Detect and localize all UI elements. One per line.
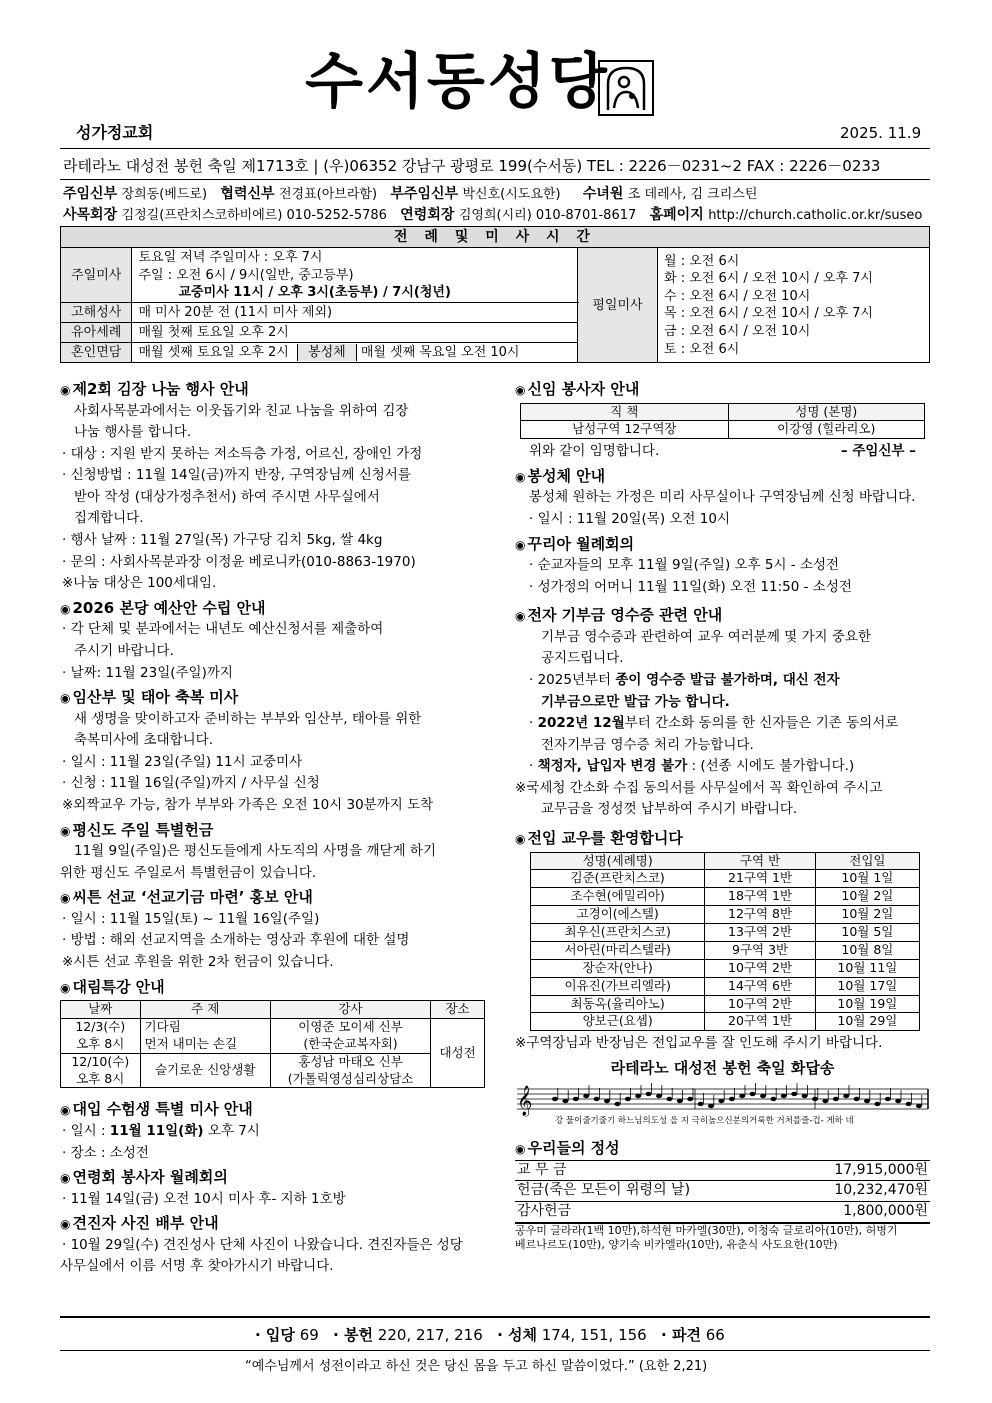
- table-cell: 10월 29일: [815, 1013, 919, 1031]
- music-note: [687, 1097, 693, 1101]
- table-cell: 10월 17일: [815, 977, 919, 995]
- table-row: [531, 959, 920, 977]
- table-cell: 14구역 6반: [705, 977, 815, 995]
- table-cell: 10월 19일: [815, 995, 919, 1013]
- new-parishioners-table: 성명(세례명) 구역 반 전입일 김준(프란치스코) 21구역 1반 10월 1일 조수현(에밀리아) 18구역 1반 10월 2일 고경이(에스텔) 12구역 8반 10월 2일 최우신(프란치스코) 13구역 2반 10월 5일 서아린(마리스텔라) 9구역 3반 10월 8일 장순자(안나) 10구역 2반 10월 11일 이유진(가브리엘라) 14구역 6반 10월 17일 최동옥(율리아노) 10구역 2반 10월 19일 양보근(요셉) 20구역 1반 10월 29일: [530, 852, 920, 1032]
- table-cell: 21구역 1반: [705, 870, 815, 888]
- table-row: [531, 995, 920, 1013]
- offerings-table: 교 무 금 17,915,000원 헌금(죽은 모든이 위령의 날) 10,232,470원 감사헌금 1,800,000원 공우미 글라라(1백 10만),하석현 마카엘(30만), 이청숙 글로리아(10만), 허병기 베르나르도(10만), 양기숙 비카엘라(10만), 유춘식 사도요한(10만): [515, 1161, 928, 1252]
- music-note: [802, 1094, 808, 1098]
- music-note: [562, 1099, 568, 1103]
- table-cell: 12구역 8반: [705, 906, 815, 924]
- section-donation-receipt: ◉ 전자 기부금 영수증 관련 안내 기부금 영수증과 관련하여 교우 여러분께 몇 가지 중요한 공지드립니다. · 2025년부터 종이 영수증 발급 불가하며, 대신 전자 기부금으로만 발급 가능 합니다. · 2022년 12월부터 간소화 동의를 한 신자들은 기존 동의서로 전자기부금 영수증 처리 가능합니다. · 책정자, 납입자 변경 불가 : (선종 시에도 불가합니다.) ※국세청 간소화 수집 동의서를 사무실에서 꼭 확인하여 주시고 교무금을 정성껏 납부하여 주시기 바랍니다.: [515, 606, 899, 818]
- staff-line-2: 사목회장 김정길(프란치스코하비에르) 010-5252-5786 연령회장 김영희(시리) 010-8701-8617 홈페이지 http://church.catholic.or.kr/suseo: [63, 207, 923, 223]
- table-cell: 13구역 2반: [705, 924, 815, 942]
- music-note: [916, 1104, 922, 1108]
- music-note: [656, 1094, 662, 1098]
- table-cell: 9구역 3반: [705, 941, 815, 959]
- music-note: [698, 1102, 704, 1106]
- music-note: [625, 1097, 631, 1101]
- section-exam-mass: ◉ 대입 수험생 특별 미사 안내 · 일시 : 11월 11일(화) 오후 7시 · 장소 : 소성전: [60, 1100, 260, 1161]
- music-note: [895, 1099, 901, 1103]
- table-cell: 장순자(안나): [531, 959, 705, 977]
- music-note: [739, 1094, 745, 1098]
- music-note: [677, 1099, 683, 1103]
- table-row: [531, 1013, 920, 1031]
- svg-text:𝄞: 𝄞: [517, 1086, 533, 1117]
- music-note: [791, 1092, 797, 1096]
- mass-hymns-footer: · 입당 69 · 봉헌 220, 217, 216 · 성체 174, 151, 156 · 파견 66: [255, 1326, 725, 1344]
- church-logo-icon: [598, 60, 654, 116]
- music-note: [635, 1094, 641, 1098]
- table-row: [531, 888, 920, 906]
- music-note: [666, 1097, 672, 1101]
- table-cell: 18구역 1반: [705, 888, 815, 906]
- section-responsorial-psalm: 라테라노 대성전 봉헌 축일 화답송 𝄞 강 물이줄기줄기 하느님의도성 을 지 극히높으신분의거룩한 거처를즐-겁- 게하 네: [515, 1057, 930, 1131]
- music-note: [760, 1094, 766, 1098]
- table-cell: 최우신(프란치스코): [531, 924, 705, 942]
- table-row: [531, 906, 920, 924]
- table-cell: 이유진(가브리엘라): [531, 977, 705, 995]
- section-funeral-volunteers: ◉ 연령회 봉사자 월례회의 · 11월 14일(금) 오전 10시 미사 후- 지하 1호방: [60, 1168, 346, 1207]
- table-cell: 10월 2일: [815, 906, 919, 924]
- section-confirmation-photo: ◉ 견진자 사진 배부 안내 · 10월 29일(수) 견진성사 단체 사진이 나왔습니다. 견진자들은 성당 사무실에서 이름 서명 후 찾아가시기 바랍니다.: [60, 1214, 463, 1275]
- issue-date: 2025. 11.9: [840, 124, 922, 142]
- right-column: [515, 378, 930, 1255]
- table-cell: 고경이(에스텔): [531, 906, 705, 924]
- table-row: [531, 924, 920, 942]
- table-cell: 양보근(요셉): [531, 1013, 705, 1031]
- table-cell: 20구역 1반: [705, 1013, 815, 1031]
- table-row: [531, 870, 920, 888]
- music-note: [906, 1102, 912, 1106]
- section-offerings: ◉ 우리들의 정성 교 무 금 17,915,000원 헌금(죽은 모든이 위령의 날) 10,232,470원 감사헌금 1,800,000원 공우미 글라라(1백 10만),하석현 마카엘(30만), 이청숙 글로리아(10만), 허병기 베르나르도(10만), 양기숙 비카엘라(10만), 유춘식 사도요한(10만): [515, 1139, 928, 1252]
- music-note: [864, 1099, 870, 1103]
- music-note: [573, 1097, 579, 1101]
- table-cell: 10월 5일: [815, 924, 919, 942]
- homepage-link[interactable]: http://church.catholic.or.kr/suseo: [708, 208, 923, 223]
- music-note: [552, 1097, 558, 1101]
- table-row: [531, 941, 920, 959]
- section-new-parishioners: ◉ 전입 교우를 환영합니다 성명(세례명) 구역 반 전입일 김준(프란치스코) 21구역 1반 10월 1일 조수현(에밀리아) 18구역 1반 10월 2일 고경이(에스텔) 12구역 8반 10월 2일 최우신(프란치스코) 13구역 2반 10월 5일 서아린(마리스텔라) 9구역 3반 10월 8일 장순자(안나) 10구역 2반 10월 11일 이유진(가브리엘라) 14구역 6반 10월 17일 최동옥(율리아노) 10구역 2반 10월 19일 양보근(요셉) 20구역 1반 10월 29일 ※구역장님과 반장님은 전입교우를 잘 인도해 주시기 바랍니다.: [515, 827, 930, 1055]
- table-cell: 서아린(마리스텔라): [531, 941, 705, 959]
- music-note: [885, 1097, 891, 1101]
- music-note: [594, 1097, 600, 1101]
- music-note: [812, 1097, 818, 1101]
- music-note: [583, 1094, 589, 1098]
- parish-subtitle: 성가정교회: [76, 123, 154, 142]
- staff-line-1: 주임신부 장희동(베드로) 협력신부 전경표(아브라함) 부주임신부 박신호(시도요한) 수녀원 조 데레사, 김 크리스틴: [63, 186, 758, 202]
- mass-schedule-table: 전 례 및 미 사 시 간 주일미사 토요일 저녁 주일미사 : 오후 7시 주일 : 오전 6시 / 9시(일반, 중고등부) 교중미사 11시 / 오후 3시(초등부) / 7시(청년) 평일미사 월 : 오전 6시 화 : 오전 6시 / 오전 10시 / 오후 7시 수 : 오전 6시 / 오전 10시 목 : 오전 6시 / 오전 10시 / 오후 7시 금 : 오전 6시 / 오전 10시 토 : 오전 6시 고해성사 매 미사 20분 전 (11시 미사 제외) 유아세례 매월 첫째 토요일 오후 2시 혼인면담 매월 셋째 토요일 오후 2시 봉성체 매월 셋째 목요일 오전 10시: [60, 226, 930, 363]
- section-curia: ◉ 꾸리아 월례회의 · 순교자들의 모후 11월 9일(주일) 오후 5시 - 소성전 · 성가정의 어머니 11월 11일(화) 오전 11:50 - 소성전: [515, 534, 852, 595]
- section-advent-lecture: ◉ 대림특강 안내 날짜 주 제 강사 장소 12/3(수) 오후 8시 기다림 먼저 내미는 손길 이영준 모이세 신부 (한국순교복자회) 대성전 12/10(수) 오후 8시 슬기로운 신앙생활 홍성남 마태오 신부 (가톨릭영성심리상담소: [60, 976, 485, 1089]
- volunteer-table: 직 책 성명 (본명) 남성구역 12구역장 이강영 (힐라리오): [520, 403, 925, 440]
- music-staff: [515, 1083, 930, 1131]
- music-note: [614, 1102, 620, 1106]
- page-title: 수서동성당: [305, 47, 610, 117]
- music-note: [781, 1094, 787, 1098]
- table-row: [531, 977, 920, 995]
- section-laity-sunday: ◉ 평신도 주일 특별헌금 11월 9일(주일)은 평신도들에게 사도직의 사명을 깨닫게 하기 위한 평신도 주일로서 특별헌금이 있습니다.: [60, 820, 436, 881]
- advent-lecture-table: 날짜 주 제 강사 장소 12/3(수) 오후 8시 기다림 먼저 내미는 손길 이영준 모이세 신부 (한국순교복자회) 대성전 12/10(수) 오후 8시 슬기로운 신앙생활 홍성남 마태오 신부 (가톨릭영성심리상담소: [60, 1000, 485, 1088]
- section-new-volunteer: ◉ 신임 봉사자 안내 직 책 성명 (본명) 남성구역 12구역장 이강영 (힐라리오) 위와 같이 임명합니다. – 주임신부 –: [515, 378, 930, 463]
- music-note: [708, 1104, 714, 1108]
- section-seton-mission: ◉ 씨튼 선교 ‘선교기금 마련’ 홍보 안내 · 일시 : 11월 15일(토) ~ 11월 16일(주일) · 방법 : 해외 선교지역을 소개하는 영상과 후원에 대한 설명 ※시튼 선교 후원을 위한 2차 헌금이 있습니다.: [60, 888, 410, 970]
- table-cell: 조수현(에밀리아): [531, 888, 705, 906]
- music-note: [833, 1097, 839, 1101]
- music-note: [770, 1097, 776, 1101]
- music-note: [646, 1092, 652, 1096]
- table-cell: 10월 11일: [815, 959, 919, 977]
- table-cell: 10구역 2반: [705, 959, 815, 977]
- section-kimjang: ◉ 제2회 김장 나눔 행사 안내 사회사목분과에서는 이웃돕기와 친교 나눔을 위하여 김장 나눔 행사를 합니다. · 대상 : 지원 받지 못하는 저소득층 가정, 어르신, 장애인 가정 · 신청방법 : 11월 14일(금)까지 반장, 구역장님께 신청서를 받아 작성 (대상가정추천서) 하여 주시면 사무실에서 집계합니다. · 행사 날짜 : 11월 27일(목) 가구당 김치 5kg, 쌀 4kg · 문의 : 사회사목분과장 이정윤 베로니카(010-8863-1970) ※나눔 대상은 100세대임.: [60, 380, 423, 592]
- table-cell: 김준(프란치스코): [531, 870, 705, 888]
- svg-text:강 물이줄기줄기 하느님의도성 을 지 극히높으신분의거: 강 물이줄기줄기 하느님의도성 을 지 극히높으신분의거룩한 거처를즐-겁- 게하 네: [555, 1116, 854, 1126]
- table-cell: 10구역 2반: [705, 995, 815, 1013]
- table-cell: 최동옥(율리아노): [531, 995, 705, 1013]
- left-column: [60, 378, 485, 1280]
- music-note: [604, 1099, 610, 1103]
- table-cell: 10월 2일: [815, 888, 919, 906]
- music-note: [718, 1099, 724, 1103]
- issue-info: 라테라노 대성전 봉헌 축일 제1713호 | (우)06352 강남구 광평로 199(수서동) TEL : 2226－0231~2 FAX : 2226－0233: [63, 157, 881, 175]
- section-communion-sick: ◉ 봉성체 안내 봉성체 원하는 가정은 미리 사무실이나 구역장님께 신청 바랍니다. · 일시 : 11월 20일(목) 오전 10시: [515, 466, 916, 527]
- scripture-verse: “예수님께서 성전이라고 하신 것은 당신 몸을 두고 하신 말씀이었다.” (요한 2,21): [245, 1359, 708, 1374]
- section-pregnancy-mass: ◉ 임산부 및 태아 축복 미사 새 생명을 맞이하고자 준비하는 부부와 임산부, 태아를 위한 축복미사에 초대합니다. · 일시 : 11월 23일(주일) 11시 교중미사 · 신청 : 11월 16일(주일)까지 / 사무실 신청 ※외짝교우 가능, 참가 부부와 가족은 오전 10시 30분까지 도착: [60, 688, 434, 813]
- table-cell: 10월 1일: [815, 870, 919, 888]
- music-note: [874, 1102, 880, 1106]
- music-note: [729, 1097, 735, 1101]
- table-cell: 10월 8일: [815, 941, 919, 959]
- section-budget: ◉ 2026 본당 예산안 수립 안내 · 각 단체 및 분과에서는 내년도 예산신청서를 제출하여 주시기 바랍니다. · 날짜: 11월 23일(주일)까지: [60, 598, 384, 681]
- music-note: [843, 1094, 849, 1098]
- music-note: [822, 1099, 828, 1103]
- music-note: [854, 1097, 860, 1101]
- music-note: [750, 1092, 756, 1096]
